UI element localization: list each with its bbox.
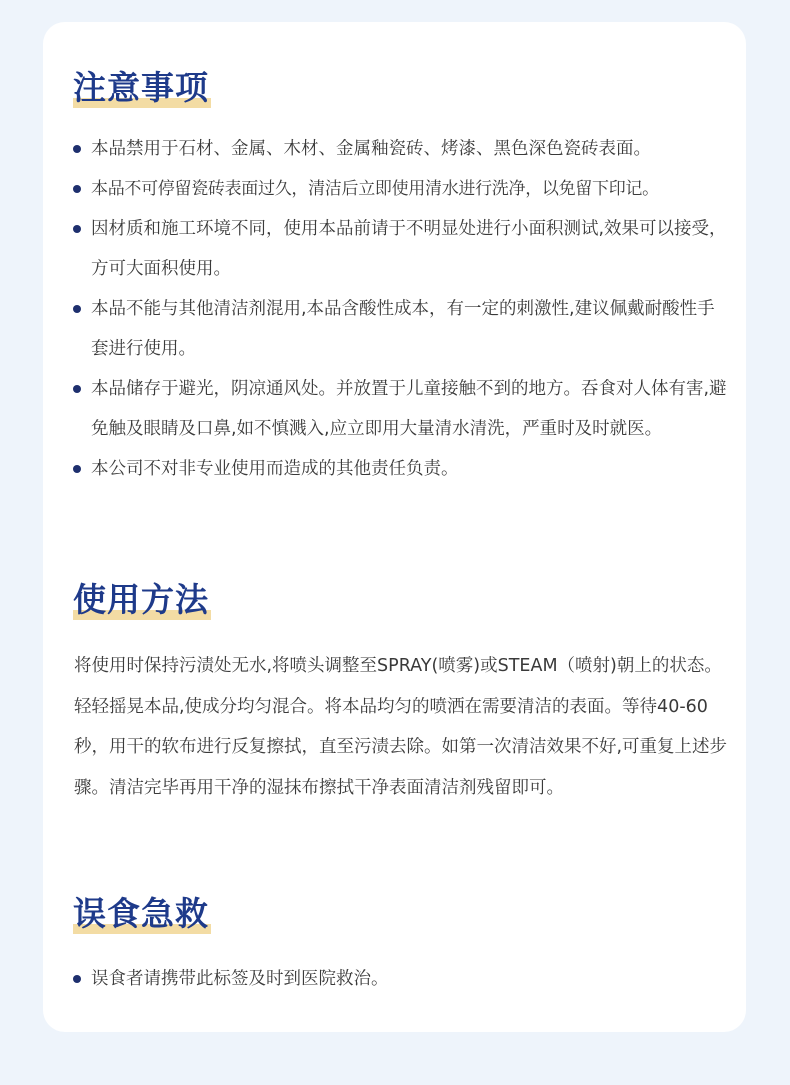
list-item: 本品不能与其他清洁剂混用,本品含酸性成本，有一定的刺激性,建议佩戴耐酸性手套进行使用。: [71, 289, 731, 369]
content-card: [43, 22, 746, 1032]
first-aid-list: [71, 959, 761, 999]
first-aid-title: 误食急救: [73, 894, 209, 933]
bullet-dot: [73, 385, 81, 393]
bullet-dot: [73, 145, 81, 153]
precautions-list: [71, 129, 761, 489]
bullet-dot: [73, 975, 81, 983]
list-item: 本公司不对非专业使用而造成的其他责任负责。: [71, 449, 731, 489]
precautions-title: 注意事项: [73, 68, 209, 107]
list-item: 本品储存于避光，阴凉通风处。并放置于儿童接触不到的地方。吞食对人体有害,避免触及眼睛及口鼻,如不慎溅入,应立即用大量清水清洗，严重时及时就医。: [71, 369, 731, 449]
usage-paragraph: 将使用时保持污渍处无水,将喷头调整至SPRAY(喷雾)或STEAM（喷射)朝上的状态。轻轻摇晃本品,使成分均匀混合。将本品均匀的喷洒在需要清洁的表面。等待40-60秒，用干的软布进行反复擦拭，直至污渍去除。如第一次清洁效果不好,可重复上述步骤。清洁完毕再用干净的湿抹布擦拭干净表面清洁剂残留即可。: [74, 656, 728, 798]
bullet-dot: [73, 185, 81, 193]
usage-title: 使用方法: [73, 580, 209, 619]
bullet-dot: [73, 465, 81, 473]
list-item: 因材质和施工环境不同，使用本品前请于不明显处进行小面积测试,效果可以接受，方可大面积使用。: [71, 209, 731, 289]
list-item: 误食者请携带此标签及时到医院救治。: [71, 959, 761, 999]
bullet-dot: [73, 305, 81, 313]
list-item: 本品不可停留瓷砖表面过久，清洁后立即使用清水进行洗净，以免留下印记。: [71, 169, 781, 209]
list-item: 本品禁用于石材、金属、木材、金属釉瓷砖、烤漆、黑色深色瓷砖表面。: [71, 129, 751, 169]
bullet-dot: [73, 225, 81, 233]
